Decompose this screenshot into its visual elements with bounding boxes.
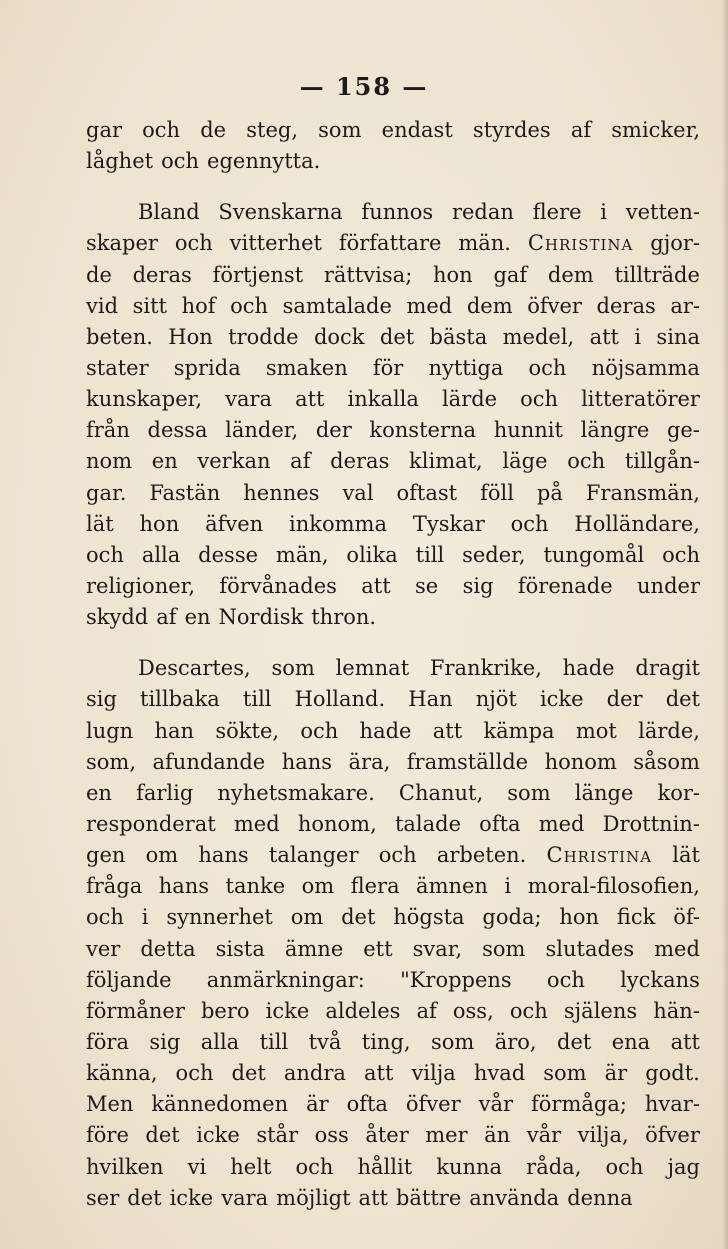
text-line: Descartes, som lemnat Frankrike, hade dragit <box>138 656 700 681</box>
text-line: förmåner bero icke aldeles af oss, och själens hän- <box>86 998 700 1023</box>
text-line: och alla desse män, olika till seder, tungomål och <box>86 542 700 567</box>
text-line: hvilken vi helt och hållit kunna råda, och jag <box>86 1154 700 1179</box>
page-edge-shadow <box>722 0 728 1249</box>
text-line: ser det icke vara möjligt att bättre använda denna <box>86 1185 633 1210</box>
text-line: religioner, förvånades att se sig förenade under <box>86 573 700 598</box>
text-line: ver detta sista ämne ett svar, som slutades med <box>86 936 700 961</box>
paragraph-gap <box>86 633 700 653</box>
text-line: gen om hans talanger och arbeten. Christina lät <box>86 843 700 868</box>
text-line: en farlig nyhetsmakare. Chanut, som länge kor- <box>86 780 700 805</box>
text-line: sig tillbaka till Holland. Han njöt icke der det <box>86 687 700 712</box>
text-line: gar och de steg, som endast styrdes af smicker, <box>86 118 700 142</box>
text-line: skaper och vitterhet författare män. Christina gjor- <box>86 231 700 256</box>
text-line: de deras förtjenst rättvisa; hon gaf dem tillträde <box>86 262 700 287</box>
body-text <box>86 115 700 1214</box>
text-line: skydd af en Nordisk thron. <box>86 605 377 630</box>
text-line: föra sig alla till två ting, som äro, det ena att <box>86 1029 700 1054</box>
text-line: Men kännedomen är ofta öfver vår förmåga; hvar- <box>86 1092 700 1117</box>
text-line: beten. Hon trodde dock det bästa medel, att i sina <box>86 324 700 349</box>
text-line: före det icke står oss åter mer än vår vilja, öfver <box>86 1123 700 1148</box>
text-line: lugn han sökte, och hade att kämpa mot lärde, <box>86 718 700 743</box>
text-line: Bland Svenskarna funnos redan flere i vetten- <box>138 200 700 225</box>
text-line: responderat med honom, talade ofta med Drottnin- <box>86 811 700 836</box>
text-line: känna, och det andra att vilja hvad som är godt. <box>86 1061 700 1086</box>
text-line: stater sprida smaken för nyttiga och nöjsamma <box>86 355 700 380</box>
text-line: från dessa länder, der konsterna hunnit längre ge- <box>86 418 700 443</box>
text-line: följande anmärkningar: "Kroppens och lyckans <box>86 967 700 992</box>
text-line: lät hon äfven inkomma Tyskar och Holländare, <box>86 511 700 536</box>
page-number: — 158 — <box>299 72 429 101</box>
text-line: och i synnerhet om det högsta goda; hon fick öf- <box>86 905 700 930</box>
paragraph-gap <box>86 177 700 197</box>
text-line: gar. Fastän hennes val oftast föll på Fransmän, <box>86 480 700 505</box>
text-line: nom en verkan af deras klimat, läge och tillgån- <box>86 449 700 474</box>
text-line: kunskaper, vara att inkalla lärde och litteratörer <box>86 387 700 412</box>
text-line: som, afundande hans ära, framställde honom såsom <box>86 749 700 774</box>
text-line: fråga hans tanke om flera ämnen i moral-filosofien, <box>86 874 700 899</box>
text-line: låghet och egennytta. <box>86 149 321 174</box>
text-line: vid sitt hof och samtalade med dem öfver deras ar- <box>86 293 700 318</box>
